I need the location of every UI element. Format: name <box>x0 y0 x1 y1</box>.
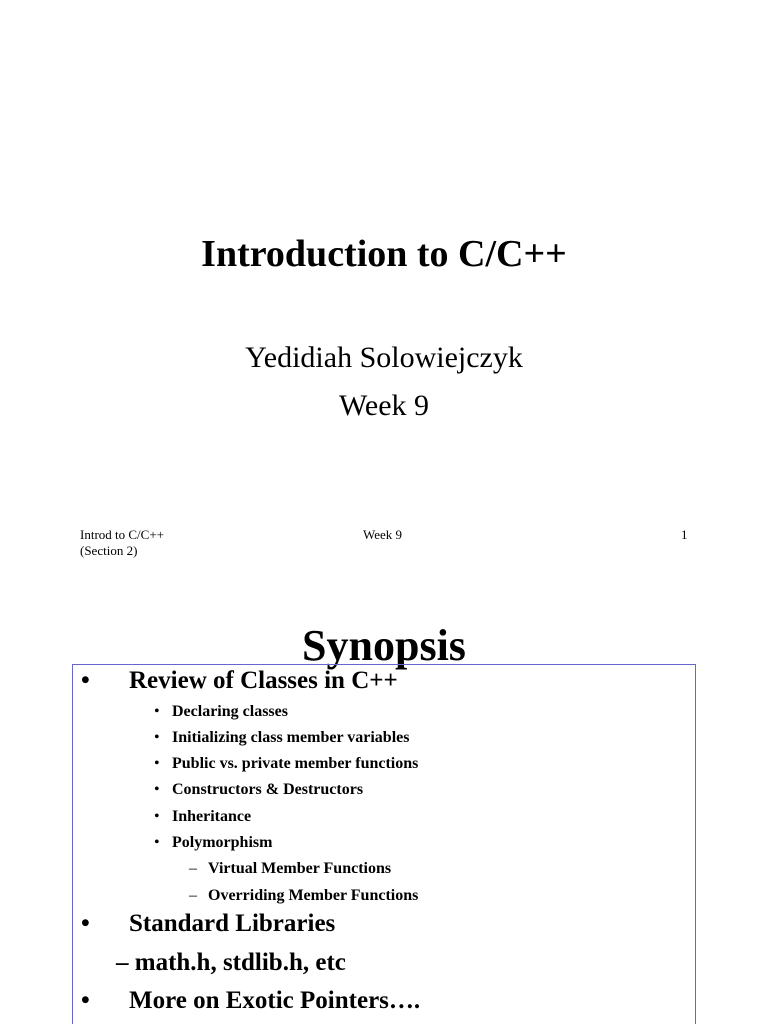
list-item-text: Polymorphism <box>172 834 273 851</box>
week-label: Week 9 <box>338 389 430 422</box>
bullet-marker: • <box>154 808 160 825</box>
list-item <box>81 665 398 697</box>
list-item-text: Initializing class member variables <box>172 729 410 746</box>
dash-marker: – <box>189 860 197 877</box>
list-item-text: Constructors & Destructors <box>172 781 364 798</box>
slide-title: Introduction to C/C++ <box>201 233 567 275</box>
list-item <box>154 754 419 774</box>
bullet-marker: • <box>154 703 160 720</box>
footer-course-line2: (Section 2) <box>80 543 138 558</box>
footer-page-number: 1 <box>681 527 688 542</box>
bullet-marker: • <box>81 667 90 694</box>
list-item <box>189 886 419 906</box>
dash-marker: – <box>189 887 197 904</box>
list-item-text: Overriding Member Functions <box>208 887 419 904</box>
list-item-text: Virtual Member Functions <box>208 860 392 877</box>
bullet-marker: • <box>154 781 160 798</box>
list-item <box>154 780 364 800</box>
list-item-text: – math.h, stdlib.h, etc <box>116 949 346 976</box>
list-item <box>189 859 392 879</box>
list-item-text: Standard Libraries <box>129 910 336 937</box>
list-item-text: Inheritance <box>172 808 252 825</box>
footer-course <box>80 527 164 559</box>
list-item <box>116 947 346 979</box>
list-item <box>81 908 336 940</box>
list-item <box>154 807 252 827</box>
list-item <box>81 985 421 1017</box>
list-item-text: Declaring classes <box>172 703 288 720</box>
bullet-marker: • <box>154 834 160 851</box>
list-item <box>154 833 273 853</box>
footer-course-line1: Introd to C/C++ <box>80 527 164 542</box>
footer-week: Week 9 <box>363 527 403 542</box>
bullet-marker: • <box>154 729 160 746</box>
list-item-text: Public vs. private member functions <box>172 755 419 772</box>
bullet-marker: • <box>81 987 90 1014</box>
list-item <box>154 728 410 748</box>
list-item-text: Review of Classes in C++ <box>129 667 398 694</box>
list-item <box>154 702 288 722</box>
bullet-marker: • <box>154 755 160 772</box>
bullet-marker: • <box>81 910 90 937</box>
synopsis-title: Synopsis <box>302 621 466 670</box>
author-name: Yedidiah Solowiejczyk <box>245 341 523 374</box>
list-item-text: More on Exotic Pointers…. <box>129 987 421 1014</box>
